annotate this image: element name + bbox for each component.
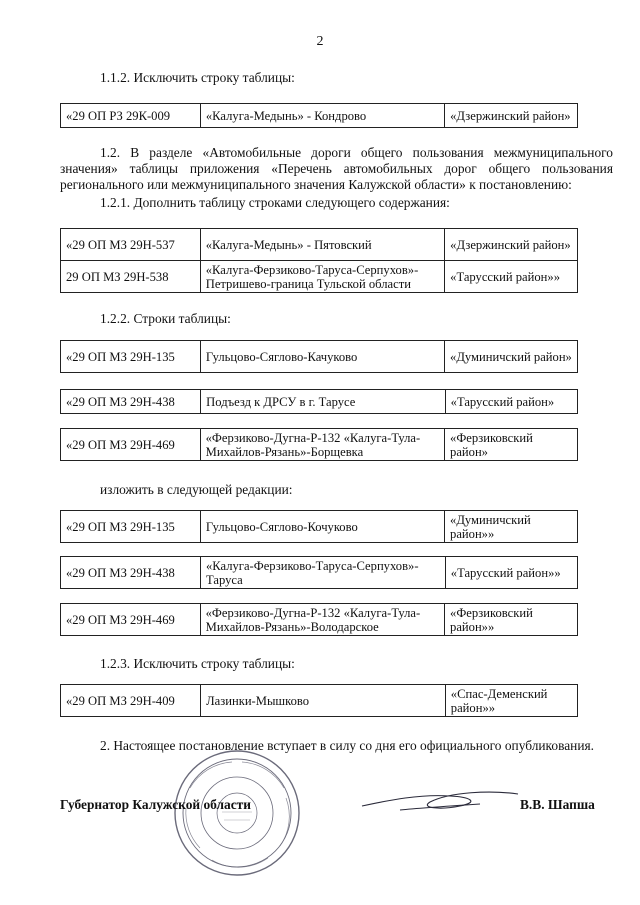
table-cell-road: «Калуга-Медынь» - Пятовский [200,229,444,261]
table-cell-code: «29 ОП МЗ 29Н-438 [61,557,201,589]
table-cell-code: «29 ОП МЗ 29Н-537 [61,229,201,261]
table-cell-road: «Ферзиково-Дугна-Р-132 «Калуга-Тула-Михайлов-Рязань»-Борщевка [200,429,444,461]
section-1-2-2: 1.2.2. Строки таблицы: [100,311,231,326]
table-cell-road: Гульцово-Сяглово-Кочуково [200,511,444,543]
table-cell-road: «Ферзиково-Дугна-Р-132 «Калуга-Тула-Михайлов-Рязань»-Володарское [200,604,444,636]
table-exclude-1 [60,103,578,128]
table-cell-district: «Спас-Деменский район»» [445,685,577,717]
table-cell-code: «29 ОП РЗ 29К-009 [61,104,201,128]
table-exclude-409 [60,684,578,717]
table-cell-road: «Калуга-Ферзиково-Таруса-Серпухов»-Петришево-граница Тульской области [200,261,444,293]
handwritten-signature [360,780,520,820]
section-1-2-3: 1.2.3. Исключить строку таблицы: [100,656,295,671]
section-new-edition: изложить в следующей редакции: [100,482,293,497]
signature-name: В.В. Шапша [520,797,595,812]
table-new-469 [60,603,578,636]
table-old-438 [60,389,578,414]
table-cell-code: «29 ОП МЗ 29Н-469 [61,429,201,461]
table-add-rows [60,228,578,293]
table-cell-code: «29 ОП МЗ 29Н-409 [61,685,201,717]
section-1-2-1: 1.2.1. Дополнить таблицу строками следующего содержания: [100,195,450,210]
table-cell-road: Гульцово-Сяглово-Качуково [200,341,444,373]
signature-title: Губернатор Калужской области [60,797,251,812]
section-1-1-2: 1.1.2. Исключить строку таблицы: [100,70,295,85]
section-2: 2. Настоящее постановление вступает в силу со дня его официального опубликования. [100,738,594,753]
table-row [61,104,578,128]
table-new-135 [60,510,578,543]
table-row [61,390,578,414]
section-1-2: 1.2. В разделе «Автомобильные дороги общего пользования межмуниципального значения» таблицы приложения «Перечень автомобильных дорог общего пользования регионального или межмуниципального значения Калужской области» к постановлению: [60,145,613,192]
table-cell-district: «Тарусский район»» [445,557,577,589]
table-cell-district: «Тарусский район»» [445,261,578,293]
table-cell-district: «Думиничский район»» [445,511,578,543]
table-cell-road: «Калуга-Медынь» - Кондрово [200,104,444,128]
page-number: 2 [316,34,324,49]
table-cell-district: «Тарусский район» [445,390,577,414]
table-cell-district: «Ферзиковский район»» [445,604,578,636]
table-cell-code: «29 ОП МЗ 29Н-135 [61,341,201,373]
table-cell-code: «29 ОП МЗ 29Н-469 [61,604,201,636]
table-row [61,604,578,636]
table-row [61,429,578,461]
official-seal-stamp [172,748,302,878]
table-cell-code: «29 ОП МЗ 29Н-135 [61,511,201,543]
table-row [61,341,578,373]
table-old-469 [60,428,578,461]
table-row [61,261,578,293]
table-row [61,685,578,717]
table-cell-road: Лазинки-Мышково [201,685,446,717]
table-old-135 [60,340,578,373]
table-row [61,557,578,589]
table-cell-code: «29 ОП МЗ 29Н-438 [61,390,201,414]
table-cell-road: Подъезд к ДРСУ в г. Тарусе [201,390,445,414]
table-row [61,511,578,543]
table-cell-district: «Дзержинский район» [445,229,578,261]
table-cell-district: «Думиничский район» [445,341,578,373]
table-cell-district: «Ферзиковский район» [445,429,578,461]
table-row [61,229,578,261]
table-cell-district: «Дзержинский район» [445,104,578,128]
table-new-438 [60,556,578,589]
table-cell-code: 29 ОП МЗ 29Н-538 [61,261,201,293]
table-cell-road: «Калуга-Ферзиково-Таруса-Серпухов»-Таруса [200,557,445,589]
